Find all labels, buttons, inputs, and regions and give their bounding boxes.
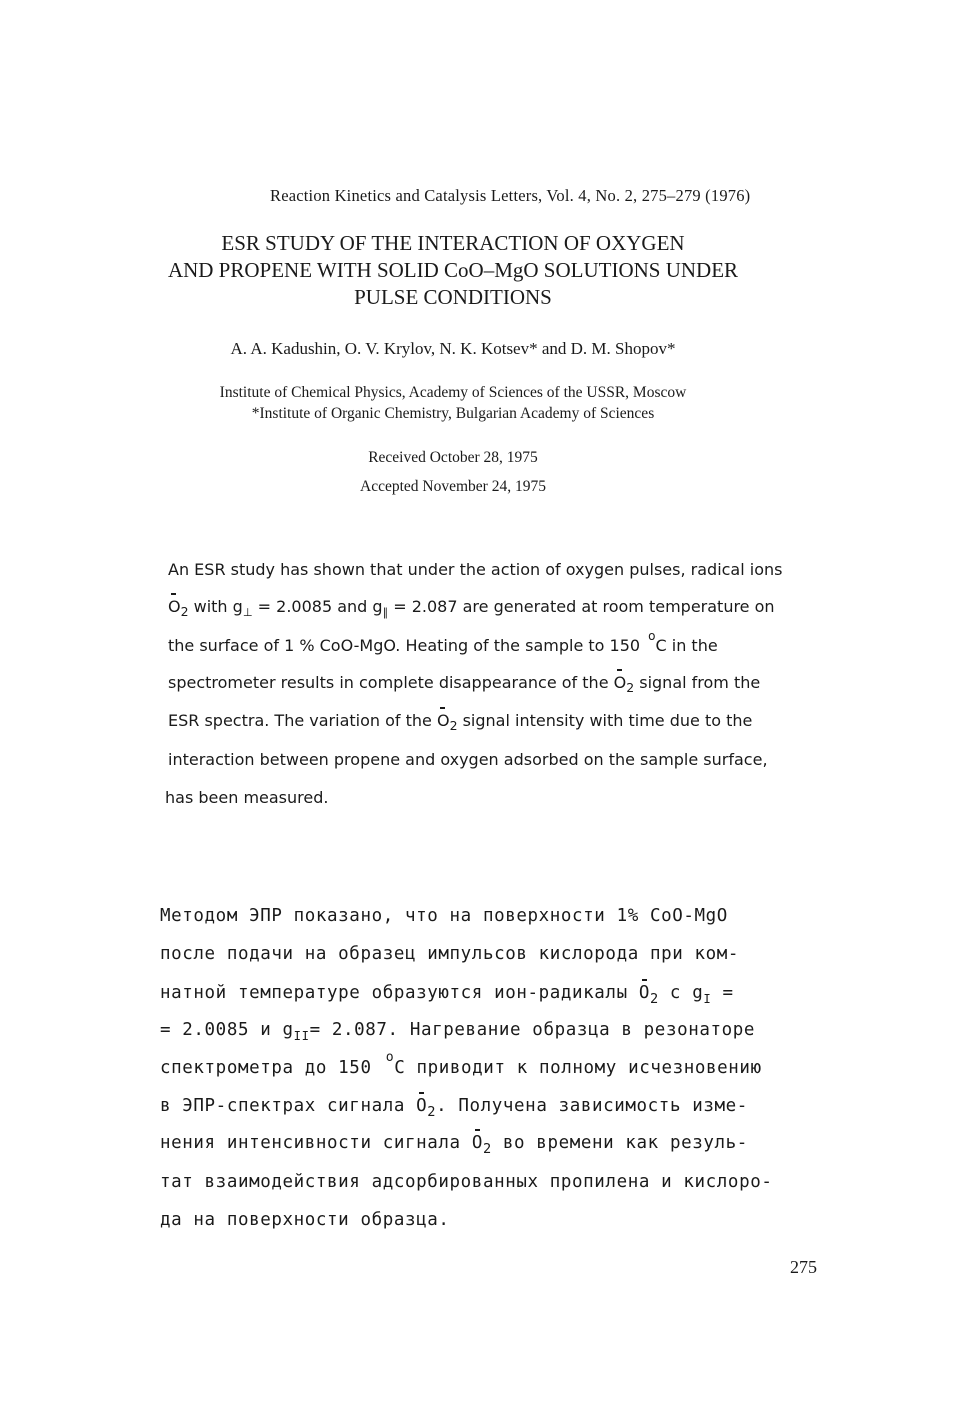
journal-citation: Reaction Kinetics and Catalysis Letters, Vol. 4, No. 2, 275–279 (1976) [270, 186, 751, 205]
abstract-line: the surface of 1 % CoO-MgO. Heating of the sample to 150 $^o$C in the [168, 629, 718, 655]
accepted-date: Accepted November 24, 1975 [360, 478, 546, 495]
abstract-line: An ESR study has shown that under the action of oxygen pulses, radical ions [168, 560, 783, 579]
dates [0, 443, 906, 501]
abstract-ru-line: после подачи на образец импульсов кислорода при ком- [160, 944, 740, 964]
affiliations [0, 382, 906, 424]
title-line: ESR STUDY OF THE INTERACTION OF OXYGEN [221, 231, 685, 255]
superoxide-symbol: $O_2$ [638, 983, 659, 1007]
g-perp-symbol: $g_I$ [692, 983, 712, 1006]
superoxide-symbol: $O_2$ [168, 597, 189, 620]
abstract-ru-line: тат взаимодействия адсорбированных пропилена и кислоро- [160, 1172, 773, 1192]
received-date: Received October 28, 1975 [368, 449, 538, 466]
abstract-line: spectrometer results in complete disappearance of the $O_2$ signal from the [168, 673, 761, 696]
superoxide-symbol: $O_2$ [416, 1096, 437, 1120]
degree-symbol: o [385, 1050, 395, 1066]
affiliation: Institute of Chemical Physics, Academy of Sciences of the USSR, Moscow [219, 384, 687, 401]
g-perp-symbol: $g_\perp$ [232, 597, 253, 620]
abstract-ru-line: нения интенсивности сигнала $O_2$ во времени как резуль- [160, 1133, 748, 1157]
authors: A. A. Kadushin, O. V. Krylov, N. K. Kotsev* and D. M. Shopov* [230, 339, 676, 358]
abstract-ru-line: спектрометра до 150 $^o$С приводит к полному исчезновению [160, 1050, 762, 1078]
abstract-line: $O_2$ with $g_\perp = 2.0085$ and $g_\parallel = 2.087$ are generated at room temperature on [168, 597, 775, 620]
paper-title [0, 230, 906, 311]
abstract-ru-line: да на поверхности образца. [160, 1210, 450, 1230]
abstract-line: interaction between propene and oxygen adsorbed on the sample surface, [168, 750, 768, 769]
degree-symbol: o [648, 629, 656, 644]
abstract-ru-line: Методом ЭПР показано, что на поверхности 1% CoO-MgO [160, 906, 728, 926]
superoxide-symbol: $O_2$ [613, 673, 635, 696]
abstract-ru-line: в ЭПР-спектрах сигнала $O_2$. Получена зависимость изме- [160, 1096, 748, 1120]
title-line: AND PROPENE WITH SOLID CoO–MgO SOLUTIONS UNDER [167, 258, 739, 282]
superoxide-symbol: $O_2$ [471, 1133, 492, 1157]
title-line: PULSE CONDITIONS [354, 285, 552, 309]
abstract-line: ESR spectra. The variation of the $O_2$ signal intensity with time due to the [168, 711, 753, 734]
page-number: 275 [790, 1257, 817, 1277]
abstract-ru-line: натной температуре образуются ион-радикалы $O_2$ с $g_I$ = [160, 983, 734, 1007]
superoxide-symbol: $O_2$ [436, 711, 458, 734]
abstract-line: has been measured. [165, 788, 329, 807]
g-par-symbol: $g_{II}$ [282, 1020, 310, 1043]
abstract-ru-line: = 2.0085 и $g_{II}= 2.087$. Нагревание образца в резонаторе [160, 1020, 756, 1043]
affiliation: *Institute of Organic Chemistry, Bulgarian Academy of Sciences [251, 405, 655, 422]
g-par-symbol: $g_\parallel$ [372, 597, 389, 620]
